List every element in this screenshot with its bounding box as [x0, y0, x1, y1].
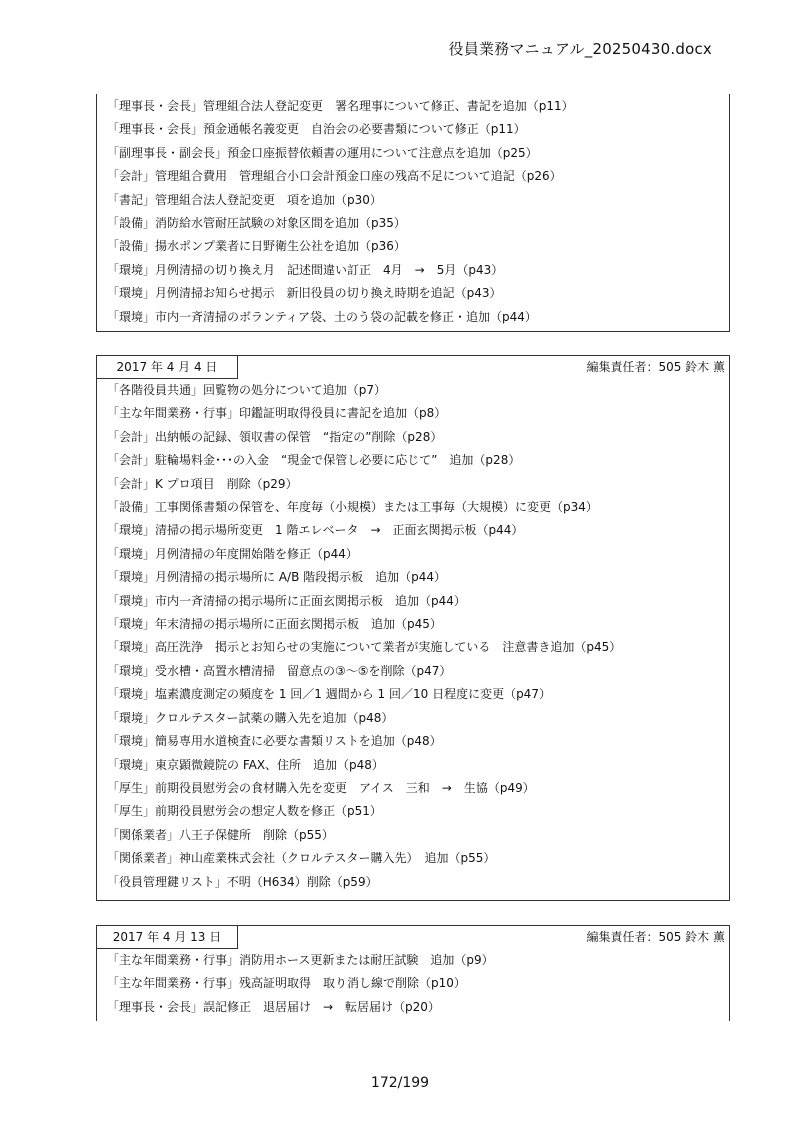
- revision-entry: 「会計」出納帳の記録、領収書の保管 “指定の”削除（p28）: [107, 429, 443, 444]
- revision-section-header: [97, 926, 729, 949]
- revision-entry-list: [97, 949, 729, 1019]
- revision-date: 2017 年 4 月 4 日: [97, 356, 238, 379]
- revision-entry-list: [97, 94, 729, 329]
- document-filename: 役員業務マニュアル_20250430.docx: [448, 40, 712, 58]
- revision-entry: 「環境」月例清掃お知らせ掲示 新旧役員の切り換え時期を追記（p43）: [107, 286, 502, 301]
- revision-entry: 「書記」管理組合法人登記変更 項を追加（p30）: [107, 192, 382, 207]
- revision-entry: 「環境」月例清掃の年度開始階を修正（p44）: [107, 546, 358, 561]
- revision-entry: 「環境」清掃の掲示場所変更 1 階エレベータ → 正面玄関掲示板（p44）: [107, 523, 524, 538]
- revision-entry: 「厚生」前期役員慰労会の食材購入先を変更 アイス 三和 → 生協（p49）: [107, 780, 535, 795]
- revision-entry: 「理事長・会長」預金通帳名義変更 自治会の必要書類について修正（p11）: [107, 122, 526, 137]
- revision-entry: 「主な年間業務・行事」残高証明取得 取り消し線で削除（p10）: [107, 976, 466, 991]
- revision-section-header: [97, 356, 729, 379]
- revision-entry: 「会計」K プロ項目 削除（p29）: [107, 476, 298, 491]
- revision-entry: 「主な年間業務・行事」消防用ホース更新または耐圧試験 追加（p9）: [107, 953, 494, 967]
- revision-entry: 「環境」月例清掃の切り換え月 記述間違い訂正 4月 → 5月（p43）: [107, 262, 504, 277]
- revision-entry: 「環境」受水槽・高置水槽清掃 留意点の③～⑤を削除（p47）: [107, 663, 452, 678]
- revision-entry: 「関係業者」神山産業株式会社（クロルテスター購入先） 追加（p55）: [107, 851, 496, 866]
- revision-entry: 「副理事長・副会長」預金口座振替依頼書の運用について注意点を追加（p25）: [107, 145, 538, 160]
- revision-entry: 「役員管理鍵リスト」不明（H634）削除（p59）: [107, 874, 378, 889]
- revision-entry: 「環境」東京顕微鏡院の FAX、住所 追加（p48）: [107, 757, 384, 772]
- revision-entry: 「各階役員共通」回覧物の処分について追加（p7）: [107, 383, 387, 397]
- revision-entry: 「環境」簡易専用水道検査に必要な書類リストを追加（p48）: [107, 734, 442, 749]
- revision-section: [96, 355, 730, 901]
- revision-entry: 「理事長・会長」誤記修正 退居届け → 転居届け（p20）: [107, 999, 440, 1014]
- editor-name: 編集責任者：505 鈴木 薫: [586, 930, 725, 944]
- revision-entry: 「理事長・会長」管理組合法人登記変更 署名理事について修正、書記を追加（p11）: [107, 99, 574, 113]
- editor-name: 編集責任者：505 鈴木 薫: [586, 360, 725, 374]
- revision-entry: 「設備」揚水ポンプ業者に日野衛生公社を追加（p36）: [107, 239, 406, 254]
- revision-entry-list: [97, 379, 729, 894]
- revision-entry: 「主な年間業務・行事」印鑑証明取得役員に書記を追加（p8）: [107, 406, 447, 421]
- revision-entry: 「関係業者」八王子保健所 削除（p55）: [107, 827, 334, 842]
- revision-entry: 「環境」市内一斉清掃のボランティア袋、土のう袋の記載を修正・追加（p44）: [107, 309, 537, 324]
- revision-entry: 「環境」年末清掃の掲示場所に正面玄関掲示板 追加（p45）: [107, 617, 442, 632]
- revision-entry: 「設備」消防給水管耐圧試験の対象区間を追加（p35）: [107, 216, 406, 231]
- revision-section: [96, 925, 730, 1021]
- revision-section: [96, 94, 730, 332]
- revision-entry: 「環境」クロルテスター試薬の購入先を追加（p48）: [107, 710, 394, 725]
- revision-entry: 「環境」市内一斉清掃の掲示場所に正面玄関掲示板 追加（p44）: [107, 593, 466, 608]
- revision-entry: 「環境」月例清掃の掲示場所に A/B 階段掲示板 追加（p44）: [107, 570, 447, 585]
- revision-entry: 「環境」高圧洗浄 掲示とお知らせの実施について業者が実施している 注意書き追加（p45）: [107, 640, 622, 655]
- revision-entry: 「会計」管理組合費用 管理組合小口会計預金口座の残高不足について追記（p26）: [107, 169, 562, 184]
- revision-entry: 「設備」工事関係書類の保管を、年度毎（小規模）または工事毎（大規模）に変更（p34）: [107, 500, 598, 515]
- revision-entry: 「厚生」前期役員慰労会の想定人数を修正（p51）: [107, 804, 382, 819]
- revision-date: 2017 年 4 月 13 日: [97, 926, 238, 949]
- revision-entry: 「環境」塩素濃度測定の頻度を 1 回／1 週間から 1 回／10 日程度に変更（p47）: [107, 687, 551, 702]
- page-number: 172/199: [370, 1075, 430, 1091]
- revision-entry: 「会計」駐輪場料金･･･の入金 “現金で保管し必要に応じて” 追加（p28）: [107, 453, 521, 468]
